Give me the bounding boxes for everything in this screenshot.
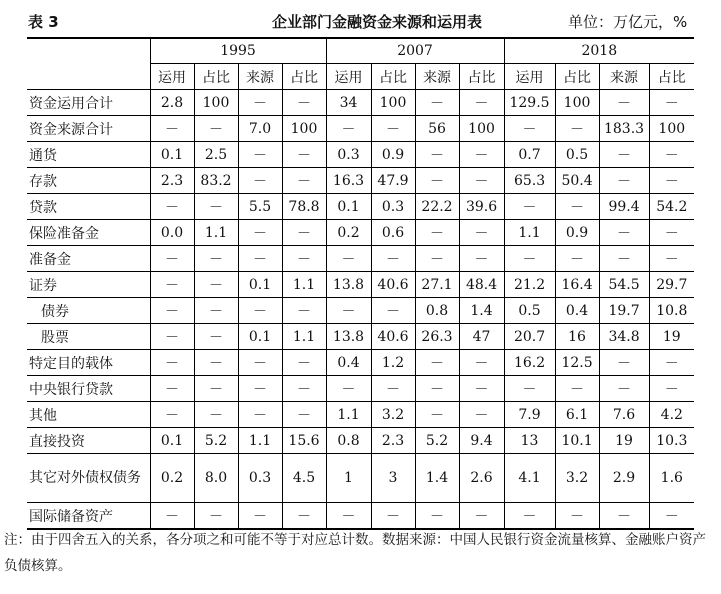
table-row: [27, 194, 694, 220]
table-cell: －: [238, 350, 282, 376]
table-cell: －: [459, 402, 504, 428]
table-cell: 16.3: [326, 168, 371, 194]
table-cell: 0.1: [326, 194, 371, 220]
table-row: [27, 246, 694, 272]
table-row: [27, 454, 694, 503]
table-cell: 3: [371, 454, 415, 503]
col-header-use: 运用: [504, 64, 555, 90]
table-cell: 0.3: [326, 142, 371, 168]
table-cell: 29.7: [649, 272, 694, 298]
table-cell: －: [459, 168, 504, 194]
table-cell: 0.1: [150, 142, 194, 168]
year-header: 1995: [150, 38, 326, 64]
table-title: 企业部门金融资金来源和运用表: [272, 13, 483, 31]
table-cell: 0.6: [371, 220, 415, 246]
table-cell: －: [194, 246, 238, 272]
table-cell: －: [150, 402, 194, 428]
table-cell: 1.1: [238, 428, 282, 454]
table-cell: 0.7: [504, 142, 555, 168]
table-cell: －: [194, 194, 238, 220]
table-cell: －: [194, 503, 238, 530]
table-cell: 10.1: [555, 428, 599, 454]
row-label: 国际储备资产: [27, 503, 150, 530]
table-cell: 0.9: [371, 142, 415, 168]
table-cell: 1.1: [504, 220, 555, 246]
table-cell: －: [459, 503, 504, 530]
table-cell: 34.8: [599, 324, 649, 350]
table-cell: －: [150, 350, 194, 376]
table-cell: 19.7: [599, 298, 649, 324]
table-cell: 1.6: [649, 454, 694, 503]
table-cell: －: [649, 142, 694, 168]
col-header-share: 占比: [282, 64, 326, 90]
table-cell: －: [599, 168, 649, 194]
table-cell: －: [459, 350, 504, 376]
table-cell: 8.0: [194, 454, 238, 503]
table-cell: －: [415, 503, 459, 530]
table-cell: 0.4: [555, 298, 599, 324]
row-label: 特定目的载体: [27, 350, 150, 376]
table-cell: 26.3: [415, 324, 459, 350]
table-cell: －: [504, 194, 555, 220]
table-cell: 13.8: [326, 272, 371, 298]
table-cell: －: [238, 90, 282, 116]
table-cell: 100: [555, 90, 599, 116]
table-cell: －: [282, 90, 326, 116]
table-cell: －: [194, 324, 238, 350]
table-cell: 10.3: [649, 428, 694, 454]
table-cell: 65.3: [504, 168, 555, 194]
table-cell: －: [150, 116, 194, 142]
table-cell: －: [194, 402, 238, 428]
table-cell: －: [326, 116, 371, 142]
col-header-share: 占比: [194, 64, 238, 90]
table-cell: 50.4: [555, 168, 599, 194]
table-cell: 1: [326, 454, 371, 503]
table-cell: －: [238, 246, 282, 272]
table-row: [27, 116, 694, 142]
col-header-share: 占比: [371, 64, 415, 90]
table-cell: －: [326, 246, 371, 272]
table-cell: 40.6: [371, 272, 415, 298]
table-cell: 21.2: [504, 272, 555, 298]
table-cell: 27.1: [415, 272, 459, 298]
table-cell: 83.2: [194, 168, 238, 194]
col-header-use: 运用: [326, 64, 371, 90]
table-cell: －: [459, 246, 504, 272]
table-cell: －: [194, 298, 238, 324]
row-label: 直接投资: [27, 428, 150, 454]
table-row: [27, 90, 694, 116]
table-row: [27, 402, 694, 428]
table-cell: 2.6: [459, 454, 504, 503]
col-header-use: 运用: [150, 64, 194, 90]
table-cell: －: [238, 503, 282, 530]
table-cell: 13: [504, 428, 555, 454]
table-cell: 0.0: [150, 220, 194, 246]
table-unit: 单位：万亿元，%: [568, 13, 688, 31]
table-body: [27, 90, 694, 530]
table-cell: －: [415, 90, 459, 116]
table-cell: 47: [459, 324, 504, 350]
col-header-source: 来源: [415, 64, 459, 90]
table-cell: －: [415, 402, 459, 428]
table-cell: 34: [326, 90, 371, 116]
table-cell: 5.5: [238, 194, 282, 220]
table-cell: －: [415, 376, 459, 402]
table-cell: －: [555, 503, 599, 530]
table-cell: －: [282, 402, 326, 428]
table-cell: －: [415, 246, 459, 272]
table-cell: －: [504, 246, 555, 272]
table-cell: 100: [459, 116, 504, 142]
table-cell: －: [371, 503, 415, 530]
corner-cell: [27, 38, 150, 90]
table-row: [27, 376, 694, 402]
table-row: [27, 220, 694, 246]
table-cell: －: [371, 246, 415, 272]
table-cell: －: [459, 90, 504, 116]
table-cell: －: [282, 142, 326, 168]
table-row: [27, 503, 694, 530]
table-cell: 129.5: [504, 90, 555, 116]
table-cell: 99.4: [599, 194, 649, 220]
table-cell: －: [150, 298, 194, 324]
row-label: 保险准备金: [27, 220, 150, 246]
table-cell: 9.4: [459, 428, 504, 454]
table-cell: 1.1: [326, 402, 371, 428]
table-cell: 0.8: [415, 298, 459, 324]
table-cell: 16: [555, 324, 599, 350]
table-cell: －: [649, 376, 694, 402]
table-cell: －: [282, 246, 326, 272]
table-cell: 54.5: [599, 272, 649, 298]
table-cell: －: [238, 298, 282, 324]
table-cell: －: [459, 220, 504, 246]
table-row: [27, 350, 694, 376]
row-label: 其他: [27, 402, 150, 428]
table-cell: 47.9: [371, 168, 415, 194]
table-cell: 15.6: [282, 428, 326, 454]
year-header: 2018: [504, 38, 694, 64]
table-cell: －: [599, 503, 649, 530]
row-label: 债券: [27, 298, 150, 324]
table-cell: 1.4: [415, 454, 459, 503]
table-cell: －: [282, 376, 326, 402]
table-cell: 0.8: [326, 428, 371, 454]
table-cell: －: [371, 116, 415, 142]
table-cell: 0.1: [238, 272, 282, 298]
table-cell: 2.3: [371, 428, 415, 454]
table-cell: －: [326, 298, 371, 324]
table-cell: －: [150, 194, 194, 220]
table-cell: 0.4: [326, 350, 371, 376]
table-cell: －: [599, 350, 649, 376]
table-cell: 2.9: [599, 454, 649, 503]
table-cell: 7.6: [599, 402, 649, 428]
row-label: 资金来源合计: [27, 116, 150, 142]
table-cell: －: [238, 220, 282, 246]
table-cell: 100: [649, 116, 694, 142]
table-cell: 40.6: [371, 324, 415, 350]
table-number: 表 3: [28, 13, 59, 31]
table-caption: [0, 0, 721, 36]
row-label: 准备金: [27, 246, 150, 272]
table-cell: －: [649, 246, 694, 272]
table-cell: 7.9: [504, 402, 555, 428]
table-cell: －: [150, 272, 194, 298]
table-cell: 16.4: [555, 272, 599, 298]
table-cell: 13.8: [326, 324, 371, 350]
table-cell: 183.3: [599, 116, 649, 142]
table-cell: －: [282, 168, 326, 194]
table-cell: －: [415, 168, 459, 194]
table-cell: －: [238, 376, 282, 402]
table-cell: －: [415, 350, 459, 376]
row-label: 贷款: [27, 194, 150, 220]
table-cell: －: [599, 90, 649, 116]
table-cell: 56: [415, 116, 459, 142]
table-cell: －: [371, 376, 415, 402]
table-row: [27, 324, 694, 350]
table-row: [27, 272, 694, 298]
table-row: [27, 428, 694, 454]
table-cell: －: [150, 246, 194, 272]
table-cell: 39.6: [459, 194, 504, 220]
table-cell: 16.2: [504, 350, 555, 376]
table-cell: 2.5: [194, 142, 238, 168]
table-note: 注：由于四舍五入的关系，各分项之和可能不等于对应总计数。数据来源：中国人民银行资金流量核算、金融账户资产负债核算。: [4, 532, 706, 574]
table-cell: －: [649, 503, 694, 530]
table-cell: 5.2: [415, 428, 459, 454]
table-cell: 6.1: [555, 402, 599, 428]
table-cell: 0.3: [238, 454, 282, 503]
table-cell: －: [599, 142, 649, 168]
table-cell: －: [599, 376, 649, 402]
table-cell: －: [599, 220, 649, 246]
table-cell: －: [459, 142, 504, 168]
table-cell: －: [371, 298, 415, 324]
year-header: 2007: [326, 38, 504, 64]
table-cell: －: [599, 246, 649, 272]
table-cell: －: [194, 350, 238, 376]
table-cell: －: [555, 246, 599, 272]
table-row: [27, 142, 694, 168]
table-cell: 3.2: [555, 454, 599, 503]
table-cell: －: [282, 350, 326, 376]
table-cell: －: [459, 376, 504, 402]
table-cell: －: [282, 298, 326, 324]
table-cell: 54.2: [649, 194, 694, 220]
table-cell: －: [415, 220, 459, 246]
table-cell: 12.5: [555, 350, 599, 376]
table-cell: －: [238, 168, 282, 194]
table-cell: 19: [649, 324, 694, 350]
table-cell: －: [282, 220, 326, 246]
row-label: 股票: [27, 324, 150, 350]
table-cell: －: [649, 350, 694, 376]
table-cell: 1.4: [459, 298, 504, 324]
row-label: 存款: [27, 168, 150, 194]
row-label: 通货: [27, 142, 150, 168]
table-cell: 100: [371, 90, 415, 116]
table-cell: 4.5: [282, 454, 326, 503]
col-header-share: 占比: [459, 64, 504, 90]
table-cell: 2.3: [150, 168, 194, 194]
row-label: 资金运用合计: [27, 90, 150, 116]
table-cell: －: [649, 168, 694, 194]
table-cell: 4.2: [649, 402, 694, 428]
table-cell: 22.2: [415, 194, 459, 220]
table-cell: 1.1: [282, 324, 326, 350]
table-cell: －: [150, 376, 194, 402]
table-cell: 20.7: [504, 324, 555, 350]
table-cell: －: [194, 272, 238, 298]
table-cell: －: [194, 376, 238, 402]
table-cell: 0.2: [150, 454, 194, 503]
row-label: 中央银行贷款: [27, 376, 150, 402]
table-cell: －: [555, 194, 599, 220]
table-cell: －: [649, 220, 694, 246]
table-cell: －: [238, 142, 282, 168]
row-label: 其它对外债权债务: [27, 454, 150, 503]
table-cell: －: [555, 376, 599, 402]
table-cell: －: [415, 142, 459, 168]
table-cell: 78.8: [282, 194, 326, 220]
table-cell: 19: [599, 428, 649, 454]
col-header-source: 来源: [238, 64, 282, 90]
table-cell: 100: [282, 116, 326, 142]
table-cell: 0.9: [555, 220, 599, 246]
table-cell: 48.4: [459, 272, 504, 298]
col-header-source: 来源: [599, 64, 649, 90]
table-cell: －: [238, 402, 282, 428]
table-cell: －: [150, 324, 194, 350]
table-cell: －: [504, 376, 555, 402]
table-cell: －: [504, 503, 555, 530]
table-cell: 0.3: [371, 194, 415, 220]
row-label: 证券: [27, 272, 150, 298]
table-cell: －: [194, 116, 238, 142]
table-cell: 0.5: [504, 298, 555, 324]
table-row: [27, 298, 694, 324]
table-cell: 0.1: [150, 428, 194, 454]
table-cell: 1.1: [194, 220, 238, 246]
table-cell: －: [555, 116, 599, 142]
table-cell: －: [150, 503, 194, 530]
table-cell: －: [649, 90, 694, 116]
table-cell: 1.1: [282, 272, 326, 298]
table-cell: 3.2: [371, 402, 415, 428]
col-header-share: 占比: [649, 64, 694, 90]
table-cell: －: [326, 376, 371, 402]
col-header-share: 占比: [555, 64, 599, 90]
financial-flow-table: [27, 37, 694, 530]
table-cell: 100: [194, 90, 238, 116]
table-cell: 7.0: [238, 116, 282, 142]
table-cell: －: [504, 116, 555, 142]
table-cell: 0.2: [326, 220, 371, 246]
table-cell: －: [282, 503, 326, 530]
table-cell: 5.2: [194, 428, 238, 454]
table-cell: 0.5: [555, 142, 599, 168]
table-cell: 4.1: [504, 454, 555, 503]
table-row: [27, 168, 694, 194]
table-cell: 0.1: [238, 324, 282, 350]
table-cell: 1.2: [371, 350, 415, 376]
table-cell: 2.8: [150, 90, 194, 116]
table-cell: 10.8: [649, 298, 694, 324]
table-cell: －: [326, 503, 371, 530]
